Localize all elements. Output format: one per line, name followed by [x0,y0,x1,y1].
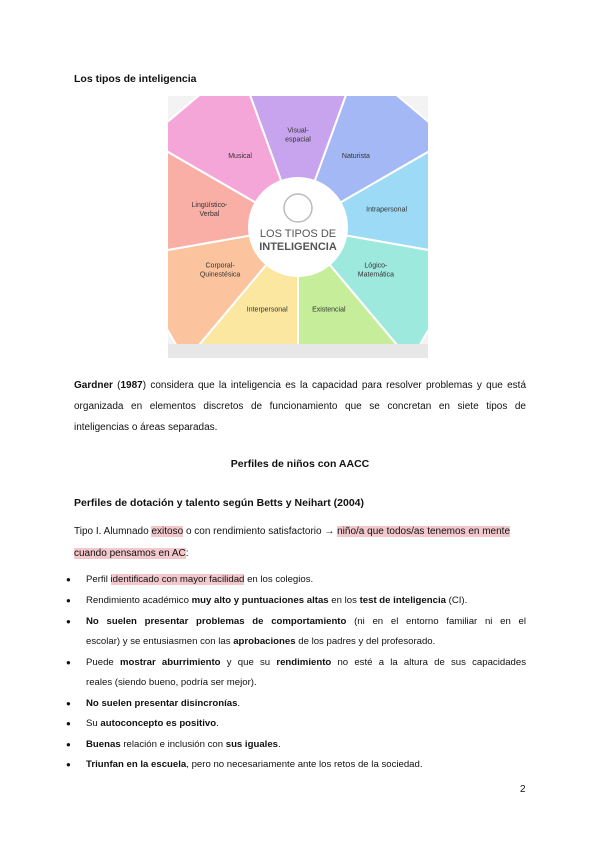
gardner-author: Gardner [74,380,113,391]
segment-label-2: Intrapersonal [366,206,408,214]
b6-a: Su [86,718,98,729]
page-number: 2 [520,784,526,795]
gardner-line1: considera que la inteligencia es la capacidad para resolver problemas y que está [150,380,527,391]
tipo1-mid: o con rendimiento satisfactorio → [185,526,335,537]
segment-label-6: Quinestésica [199,271,241,279]
b4-bold1: mostrar aburrimiento [119,657,221,668]
section-title: Perfiles de niños con AACC [230,458,370,470]
center-title-line2: INTELIGENCIA [259,241,337,253]
tipo1-highlight-1: niño/a que todos/as tenemos en mente [337,526,511,537]
segment-label-7: Lingüístico- [191,201,228,209]
b7-bold2: sus iguales [225,739,278,750]
infographic-center [248,177,348,277]
bullet-3 [86,612,526,652]
bullet-1 [86,570,526,590]
b7-bold1: Buenas [86,739,121,750]
b3-bold: No suelen presentar problemas de comportamiento [86,616,347,627]
segment-label-8: Musical [228,153,252,161]
b4-line2: reales (siendo bueno, podría ser mejor). [86,677,257,688]
infographic-wheel [168,96,428,358]
segment-label-7: Verbal [199,210,220,218]
b2-a: Rendimiento académico [86,595,189,606]
bullet-8 [86,755,526,775]
bullet-2 [86,591,526,611]
b2-b: en los [331,595,357,606]
segment-label-0: espacial [285,136,311,144]
b6-bold: autoconcepto es positivo [100,718,217,729]
gardner-paragraph: Gardner (1987) considera que la inteligencia es la capacidad para resolver problemas y que está organizada en elementos discretos de funcionamiento que se concretan en siete tipos de inteligencias o áreas separadas. [74,375,526,438]
b2-c: (CI). [448,595,468,606]
segment-label-5: Interpersonal [246,306,288,314]
tipo1-lead: Tipo I. Alumnado [74,526,149,537]
b4-b: y que su [226,657,271,668]
gardner-line2: organizada en elementos discretos de funcionamiento que se concretan en siete tipos de [74,401,526,412]
segment-label-0: Visual- [287,127,309,135]
b8-bold: Triunfan en la escuela [86,759,187,770]
bullet-7 [86,735,526,755]
b6-b: . [216,718,219,729]
b8-a: , pero no necesariamente ante los retos de la sociedad. [186,759,423,770]
b4-a: Puede [86,657,114,668]
b1-b: en los colegios. [247,574,314,585]
section-heading: Los tipos de inteligencia [74,73,197,85]
b1-a: Perfil [86,574,108,585]
tipo1-exitoso: exitoso [151,526,184,537]
b4-bold2: rendimiento [276,657,332,668]
segment-label-6: Corporal- [205,262,235,270]
b5-a: . [237,698,241,709]
segment-label-4: Existencial [312,306,346,314]
tipo1-highlight-2: cuando pensamos en AC [74,548,186,559]
intelligence-infographic [168,96,428,358]
gardner-year: 1987 [120,380,143,391]
b7-a: relación e inclusión con [123,739,224,750]
b4-c: no esté a la altura de sus capacidades [337,657,527,668]
segment-label-1: Naturista [341,153,370,161]
segment-label-3: Matemática [357,271,394,279]
b3-line2a: escolar) y se entusiasmen con las [86,636,231,647]
infographic-footer [168,344,428,358]
tipo1-paragraph [74,521,534,565]
b1-highlight: identificado con mayor facilidad [110,574,245,585]
b2-bold1: muy alto y puntuaciones altas [191,595,329,606]
b3-a: (ni en el entorno familiar ni en el [354,616,526,627]
gardner-line3: inteligencias o áreas separadas. [74,422,218,433]
center-title-line1: LOS TIPOS DE [259,228,337,240]
bullet-5 [86,694,526,714]
b2-bold2: test de inteligencia [359,595,446,606]
bullet-6 [86,714,526,734]
bullet-4 [86,653,526,693]
b3-bold2: aprobaciones [233,636,296,647]
subsection-title: Perfiles de dotación y talento según Betts y Neihart (2004) [74,497,364,509]
tipo1-end: : [185,548,189,559]
b3-b: de los padres y del profesorado. [298,636,436,647]
segment-label-3: Lógico- [364,262,388,270]
b5-bold: No suelen presentar disincronías [86,698,238,709]
b7-b: . [278,739,281,750]
